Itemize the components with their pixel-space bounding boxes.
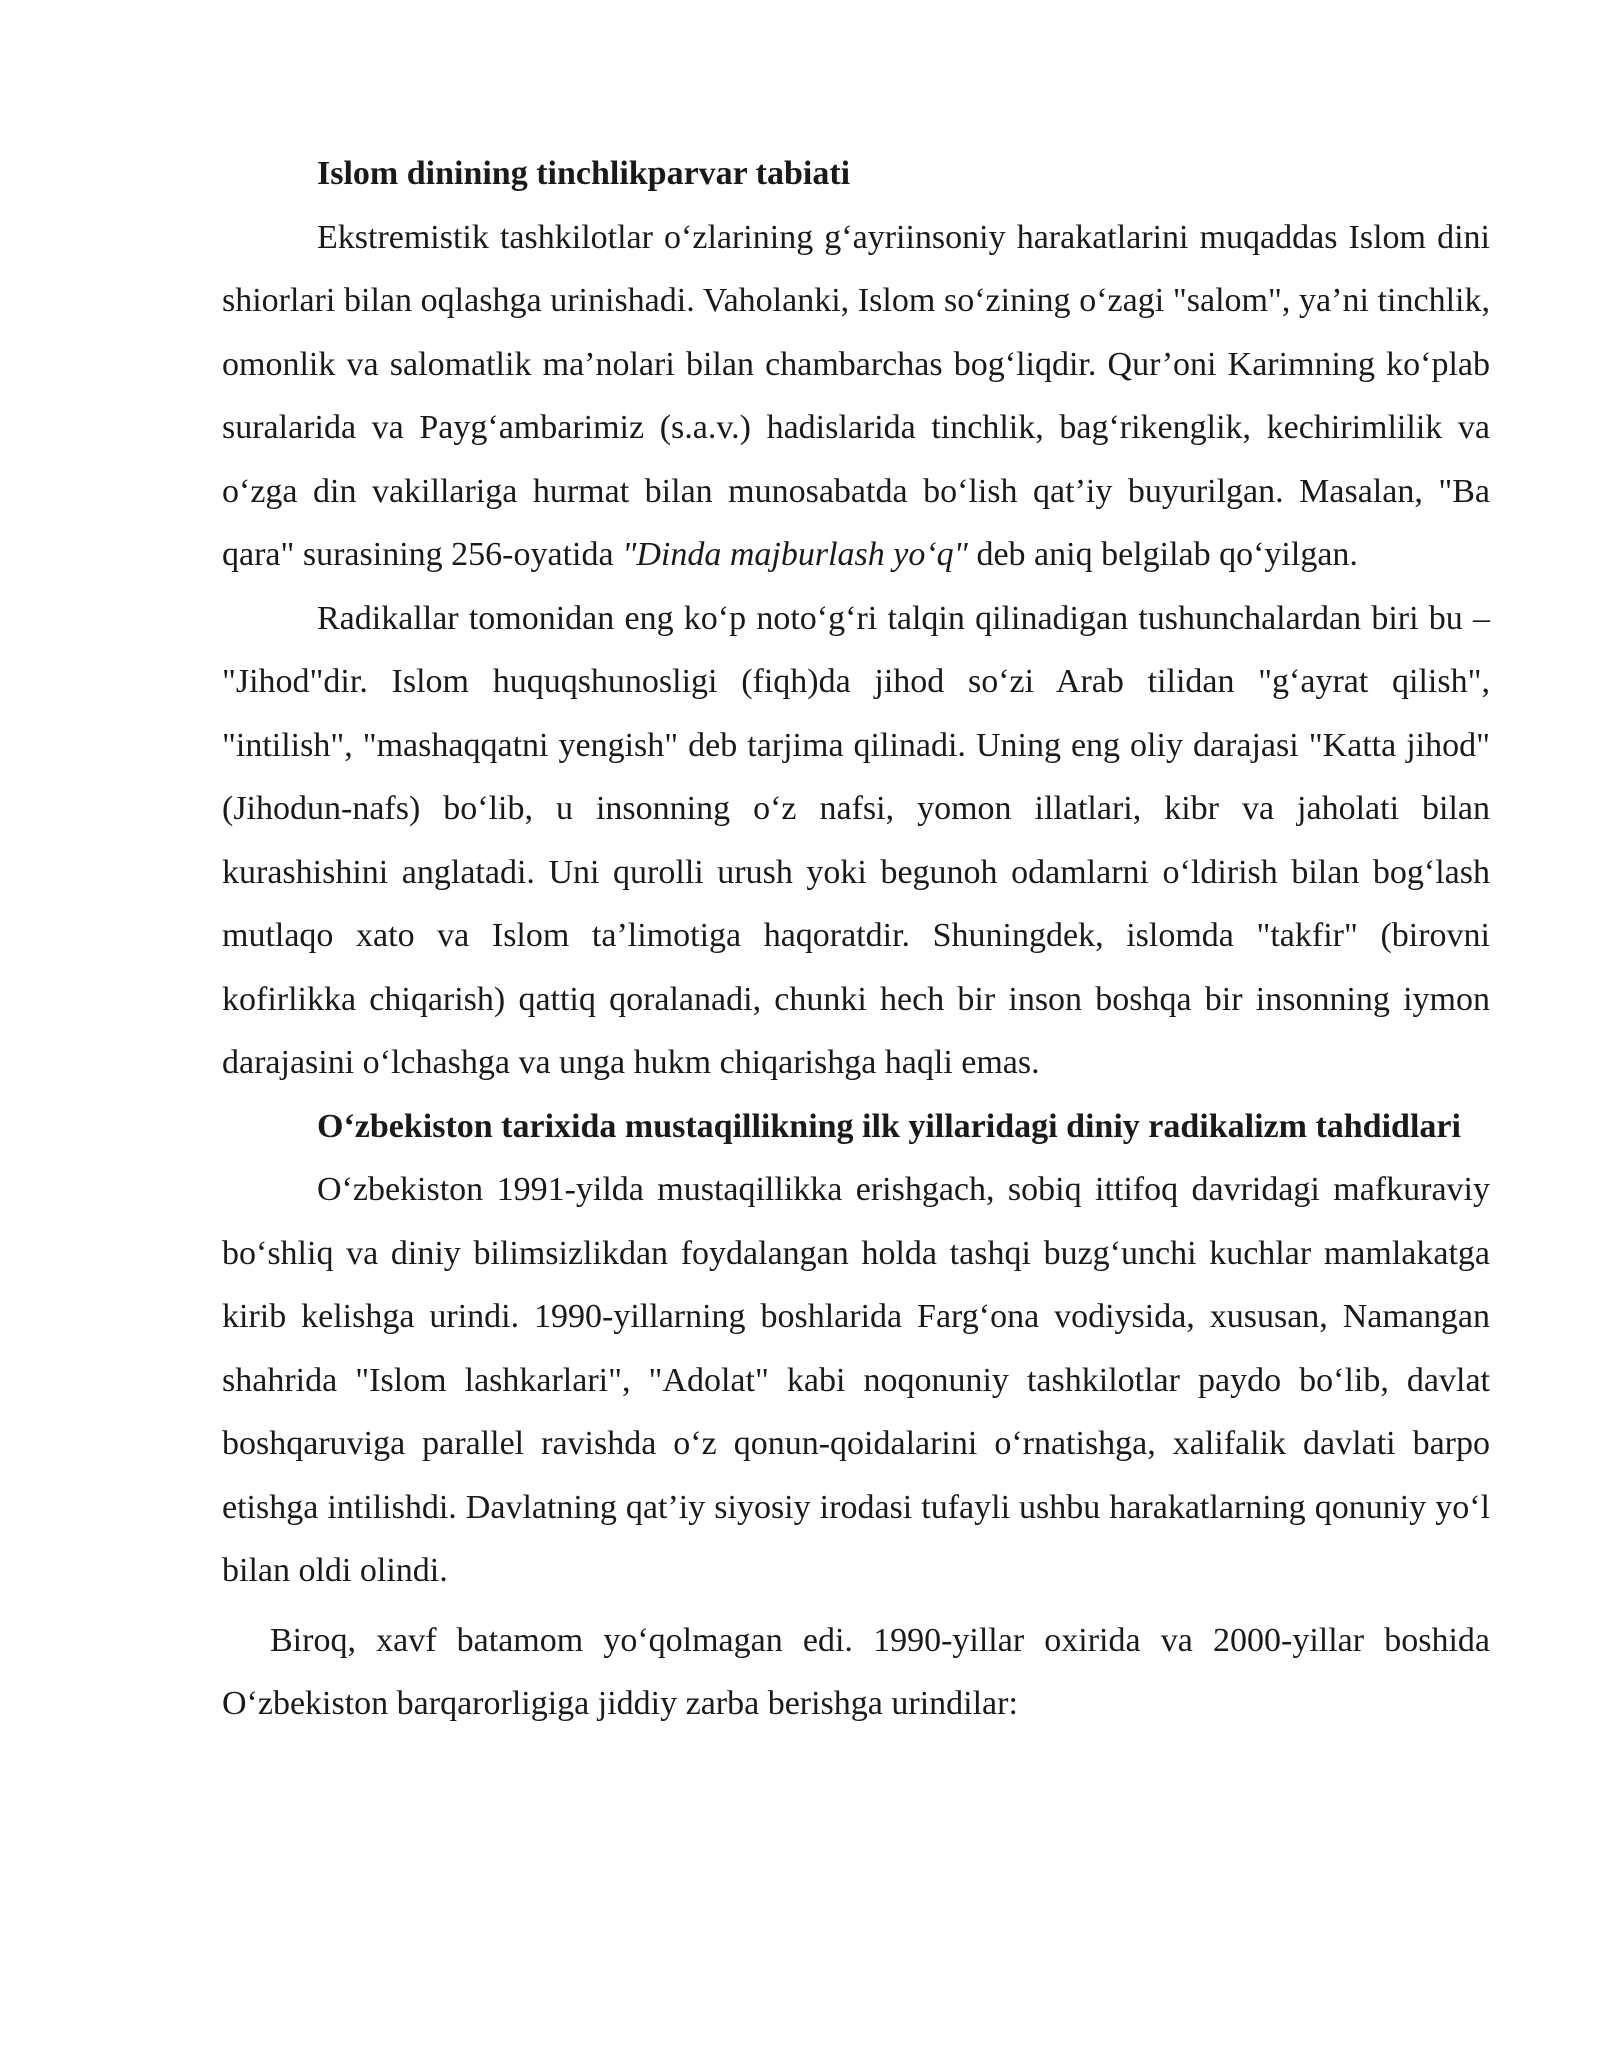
quran-quote: "Dinda majburlash yo‘q" [622, 536, 968, 573]
document-page [222, 142, 1490, 1736]
section-heading-uzbekistan-radicalism: O‘zbekiston tarixida mustaqillikning ilk yillaridagi diniy radikalizm tahdidlari [317, 1107, 1461, 1145]
paragraph-extremist-organizations [222, 206, 1490, 587]
paragraph-text: Ekstremistik tashkilotlar o‘zlarining g‘ayriinsoniy harakatlarini muqaddas Islom dini shiorlari bilan oqlashga urinishadi. Vaholanki, Islom so‘zining o‘zagi "salom", ya’ni tinchlik, omonlik va salomatlik ma’nolari bilan chambarchas bog‘liqdir. Qur’oni Karimning ko‘plab suralarida va Payg‘ambarimiz (s.a.v.) hadislarida tinchlik, bag‘rikenglik, kechirimlilik va o‘zga din vakillariga hurmat bilan munosabatda bo‘lish qat’iy buyurilgan. Masalan, "Ba qara" surasining 256-oyatida [222, 218, 1490, 573]
paragraph-danger-not-gone: Biroq, xavf batamom yo‘qolmagan edi. 1990-yillar oxirida va 2000-yillar boshida O‘zbekiston barqarorligiga jiddiy zarba berishga urindilar: [222, 1621, 1490, 1722]
paragraph-text-end: deb aniq belgilab qo‘yilgan. [967, 536, 1358, 573]
paragraph-jihad-concept: Radikallar tomonidan eng ko‘p noto‘g‘ri talqin qilinadigan tushunchalardan biri bu – "Jihod"dir. Islom huquqshunosligi (fiqh)da jihod so‘zi Arab tilidan "g‘ayrat qilish", "intilish", "mashaqqatni yengish" deb tarjima qilinadi. Uning eng oliy darajasi "Katta jihod" (Jihodun-nafs) bo‘lib, u insonning o‘z nafsi, yomon illatlari, kibr va jaholati bilan kurashishini anglatadi. Uni qurolli urush yoki begunoh odamlarni o‘ldirish bilan bog‘lash mutlaqo xato va Islom ta’limotiga haqoratdir. Shuningdek, islomda "takfir" (birovni kofirlikka chiqarish) qattiq qoralanadi, chunki hech bir inson boshqa bir insonning iymon darajasini o‘lchashga va unga hukm chiqarishga haqli emas. [222, 599, 1490, 1081]
paragraph-independence-threats: O‘zbekiston 1991-yilda mustaqillikka erishgach, sobiq ittifoq davridagi mafkuraviy bo‘shliq va diniy bilimsizlikdan foydalangan holda tashqi buzg‘unchi kuchlar mamlakatga kirib kelishga urindi. 1990-yillarning boshlarida Farg‘ona vodiysida, xususan, Namangan shahrida "Islom lashkarlari", "Adolat" kabi noqonuniy tashkilotlar paydo bo‘lib, davlat boshqaruviga parallel ravishda o‘z qonun-qoidalarini o‘rnatishga, xalifalik davlati barpo etishga intilishdi. Davlatning qat’iy siyosiy irodasi tufayli ushbu harakatlarning qonuniy yo‘l bilan oldi olindi. [222, 1171, 1490, 1589]
section-heading-islam-peaceful-nature: Islom dinining tinchlikparvar tabiati [317, 155, 851, 192]
